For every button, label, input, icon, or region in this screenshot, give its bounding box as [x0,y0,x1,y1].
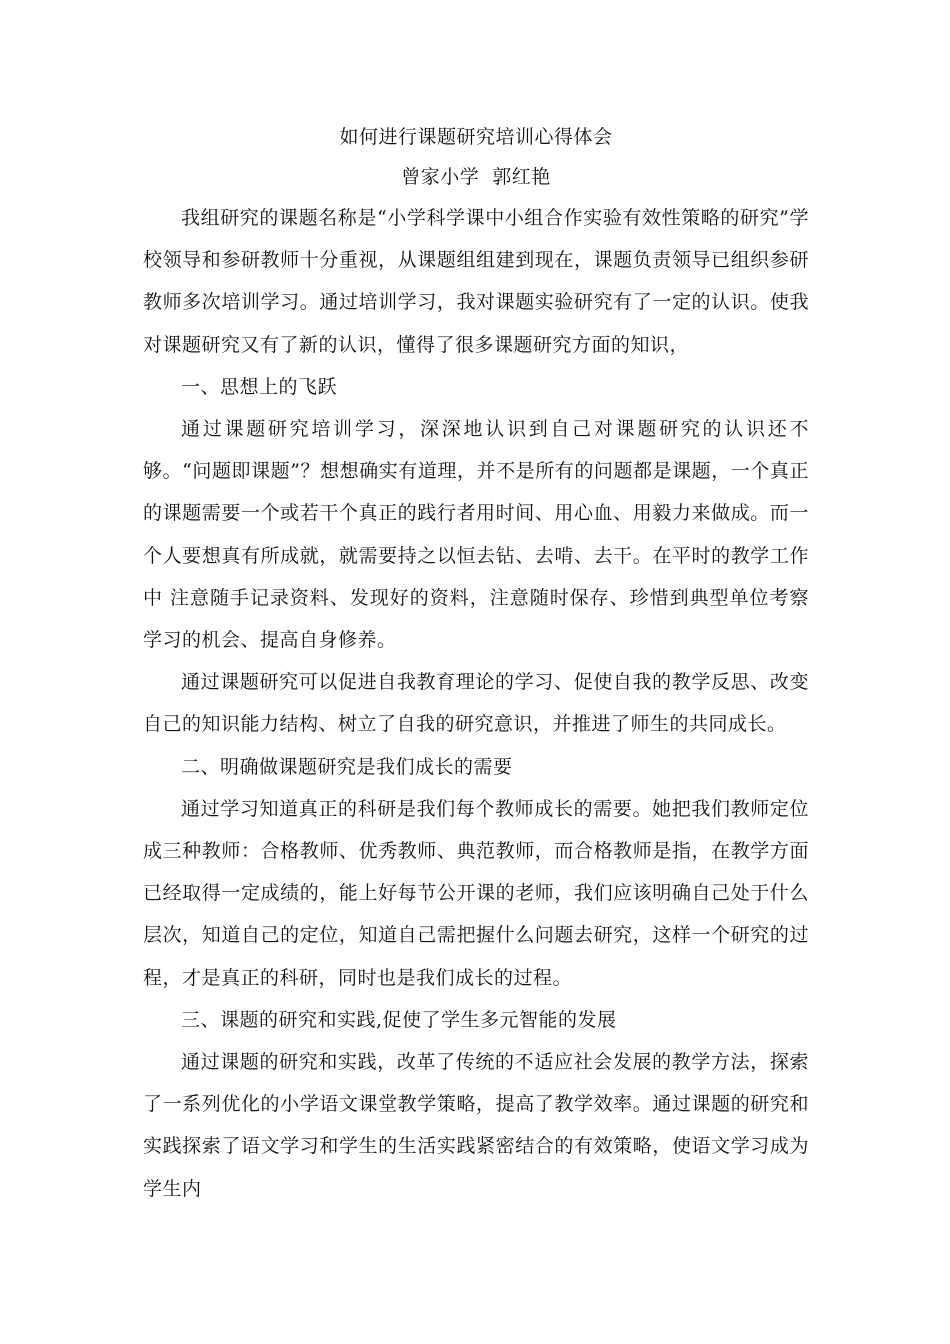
document-title: 如何进行课题研究培训心得体会 [339,126,613,148]
section-heading-3: 三、课题的研究和实践,促使了学生多元智能的发展 [181,1008,617,1031]
section-heading-2: 二、明确做课题研究是我们成长的需要 [181,755,513,778]
section-3-paragraph-1: 通过课题的研究和实践，改革了传统的不适应社会发展的教学方法，探索了一系列优化的小学语文课堂教学策略，提高了教学效率。通过课题的研究和实践探索了语文学习和学生的生活实践紧密结合的有效策略，使语文学习成为学生内 [143,1051,809,1200]
section-2-paragraph-1: 通过学习知道真正的科研是我们每个教师成长的需要。她把我们教师定位成三种教师：合格教师、优秀教师、典范教师，而合格教师是指，在教学方面已经取得一定成绩的，能上好每节公开课的老师，我们应该明确自己处于什么层次，知道自己的定位，知道自己需把握什么问题去研究，这样一个研究的过程，才是真正的科研，同时也是我们成长的过程。 [143,797,809,989]
section-1-paragraph-1: 通过课题研究培训学习，深深地认识到自己对课题研究的认识还不够。“问题即课题”？想想确实有道理，并不是所有的问题都是课题，一个真正的课题需要一个或若干个真正的践行者用时间、用心血、用毅力来做成。而一个人要想真有所成就，就需要持之以恒去钻、去啃、去干。在平时的教学工作中 注意随手记录资料、发现好的资料，注意随时保存、珍惜到典型单位考察学习的机会、提高自身修养。 [143,418,809,652]
section-heading-1: 一、思想上的飞跃 [181,375,338,398]
intro-paragraph: 我组研究的课题名称是“小学科学课中小组合作实验有效性策略的研究”学校领导和参研教师十分重视，从课题组组建到现在，课题负责领导已组织参研教师多次培训学习。通过培训学习，我对课题实验研究有了一定的认识。使我对课题研究又有了新的认识，懂得了很多课题研究方面的知识， [143,207,809,356]
section-1-paragraph-2: 通过课题研究可以促进自我教育理论的学习、促使自我的教学反思、改变自己的知识能力结构、树立了自我的研究意识，并推进了师生的共同成长。 [143,671,809,736]
author-byline: 曾家小学 郭红艳 [401,166,551,188]
document-body [143,118,809,1210]
